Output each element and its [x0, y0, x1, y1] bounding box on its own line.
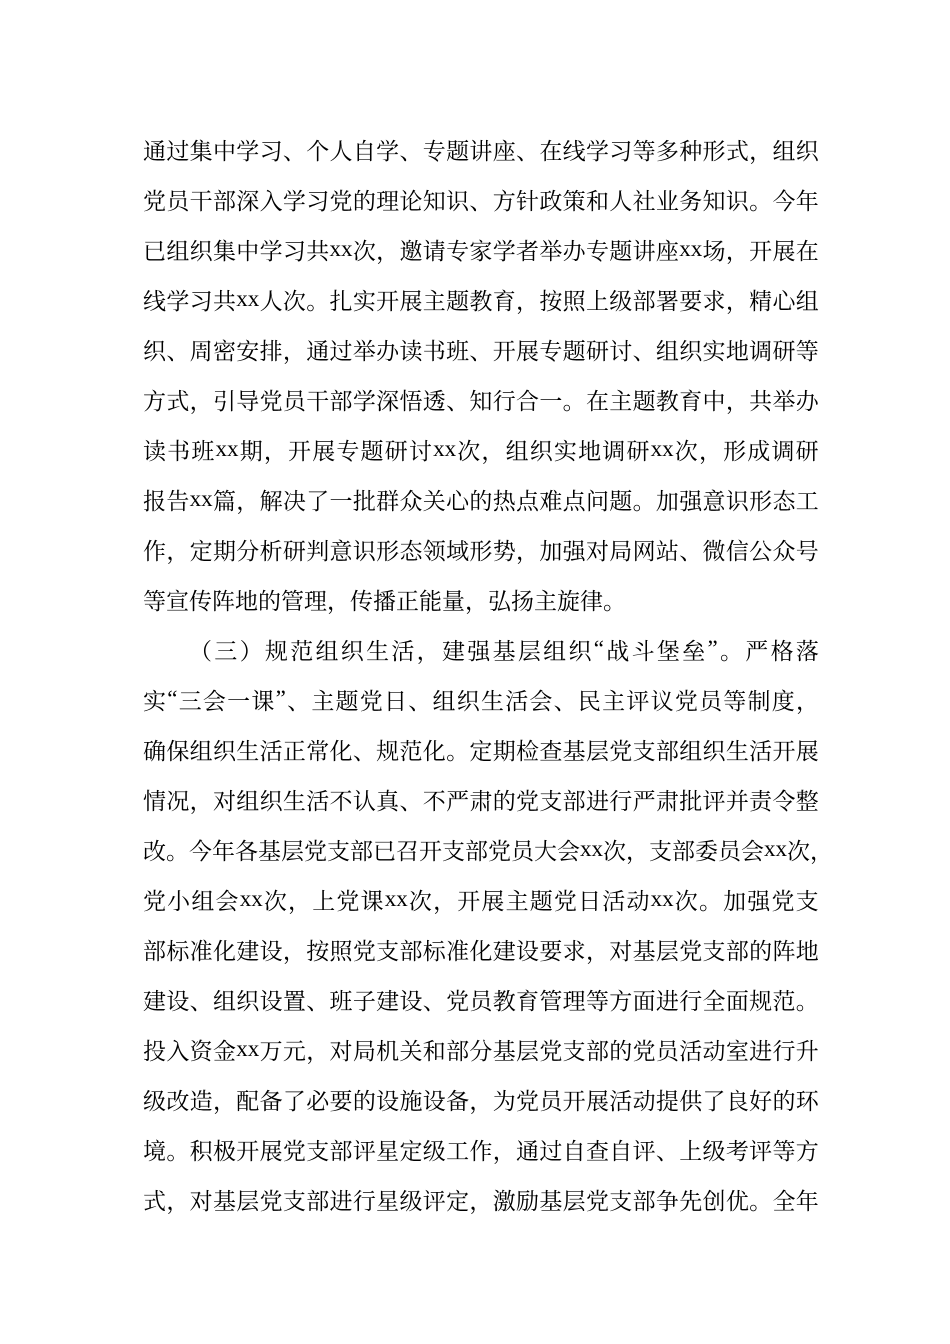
- text-line: 党 小 组 会 xx 次 ， 上 党 课 xx 次 ， 开 展 主 题 党 日 活 动 xx 次 。 加 强 党 支: [143, 886, 819, 914]
- text-line: 作 ， 定 期 分 析 研 判 意 识 形 态 领 域 形 势 ， 加 强 对 局 网 站 、 微 信 公 众 号: [143, 538, 819, 564]
- paragraph-section-three-organization-life: [143, 624, 833, 1224]
- text-line: 实 “ 三 会 一 课 ” 、 主 题 党 日 、 组 织 生 活 会 、 民 主 评 议 党 员 等 制 度 ，: [143, 686, 819, 714]
- text-line: 方 式 ， 引 导 党 员 干 部 学 深 悟 透 、 知 行 合 一 。 在 主 题 教 育 中 ， 共 举 办: [143, 388, 819, 414]
- text-line: 读 书 班 xx 期 ， 开 展 专 题 研 讨 xx 次 ， 组 织 实 地 调 研 xx 次 ， 形 成 调 研: [143, 436, 819, 464]
- text-line: 改 。 今 年 各 基 层 党 支 部 已 召 开 支 部 党 员 大 会 xx 次 ， 支 部 委 员 会 xx 次 ，: [143, 836, 833, 864]
- text-line: 已 组 织 集 中 学 习 共 xx 次 ， 邀 请 专 家 学 者 举 办 专 题 讲 座 xx 场 ， 开 展 在: [143, 236, 819, 264]
- text-line: 通 过 集 中 学 习 、 个 人 自 学 、 专 题 讲 座 、 在 线 学 习 等 多 种 形 式 ， 组 织: [143, 138, 819, 164]
- text-line: 境 。 积 极 开 展 党 支 部 评 星 定 级 工 作 ， 通 过 自 查 自 评 、 上 级 考 评 等 方: [143, 1138, 819, 1164]
- text-line: 式 ， 对 基 层 党 支 部 进 行 星 级 评 定 ， 激 励 基 层 党 支 部 争 先 创 优 。 全 年: [143, 1188, 819, 1214]
- text-line: 线 学 习 共 xx 人 次 。 扎 实 开 展 主 题 教 育 ， 按 照 上 级 部 署 要 求 ， 精 心 组: [143, 286, 819, 314]
- text-block: [143, 124, 833, 1224]
- text-line: 等 宣 传 阵 地 的 管 理 ， 传 播 正 能 量 ， 弘 扬 主 旋 律 。: [143, 588, 626, 614]
- text-line: 部 标 准 化 建 设 ， 按 照 党 支 部 标 准 化 建 设 要 求 ， 对 基 层 党 支 部 的 阵 地: [143, 938, 819, 964]
- text-line: 级 改 造 ， 配 备 了 必 要 的 设 施 设 备 ， 为 党 员 开 展 活 动 提 供 了 良 好 的 环: [143, 1088, 819, 1114]
- text-line: （ 三 ） 规 范 组 织 生 活 ， 建 强 基 层 组 织 “ 战 斗 堡 垒 ” 。 严 格 落: [189, 636, 819, 664]
- text-line: 建 设 、 组 织 设 置 、 班 子 建 设 、 党 员 教 育 管 理 等 方 面 进 行 全 面 规 范 。: [143, 988, 819, 1014]
- paragraph-theory-learning: [143, 124, 819, 624]
- text-line: 党 员 干 部 深 入 学 习 党 的 理 论 知 识 、 方 针 政 策 和 人 社 业 务 知 识 。 今 年: [143, 188, 819, 214]
- text-line: 报 告 xx 篇 ， 解 决 了 一 批 群 众 关 心 的 热 点 难 点 问 题 。 加 强 意 识 形 态 工: [143, 486, 819, 514]
- text-line: 织 、 周 密 安 排 ， 通 过 举 办 读 书 班 、 开 展 专 题 研 讨 、 组 织 实 地 调 研 等: [143, 338, 819, 364]
- text-line: 投 入 资 金 xx 万 元 ， 对 局 机 关 和 部 分 基 层 党 支 部 的 党 员 活 动 室 进 行 升: [143, 1036, 819, 1064]
- text-line: 情 况 ， 对 组 织 生 活 不 认 真 、 不 严 肃 的 党 支 部 进 行 严 肃 批 评 并 责 令 整: [143, 788, 819, 814]
- text-line: 确 保 组 织 生 活 正 常 化 、 规 范 化 。 定 期 检 查 基 层 党 支 部 组 织 生 活 开 展: [143, 738, 819, 764]
